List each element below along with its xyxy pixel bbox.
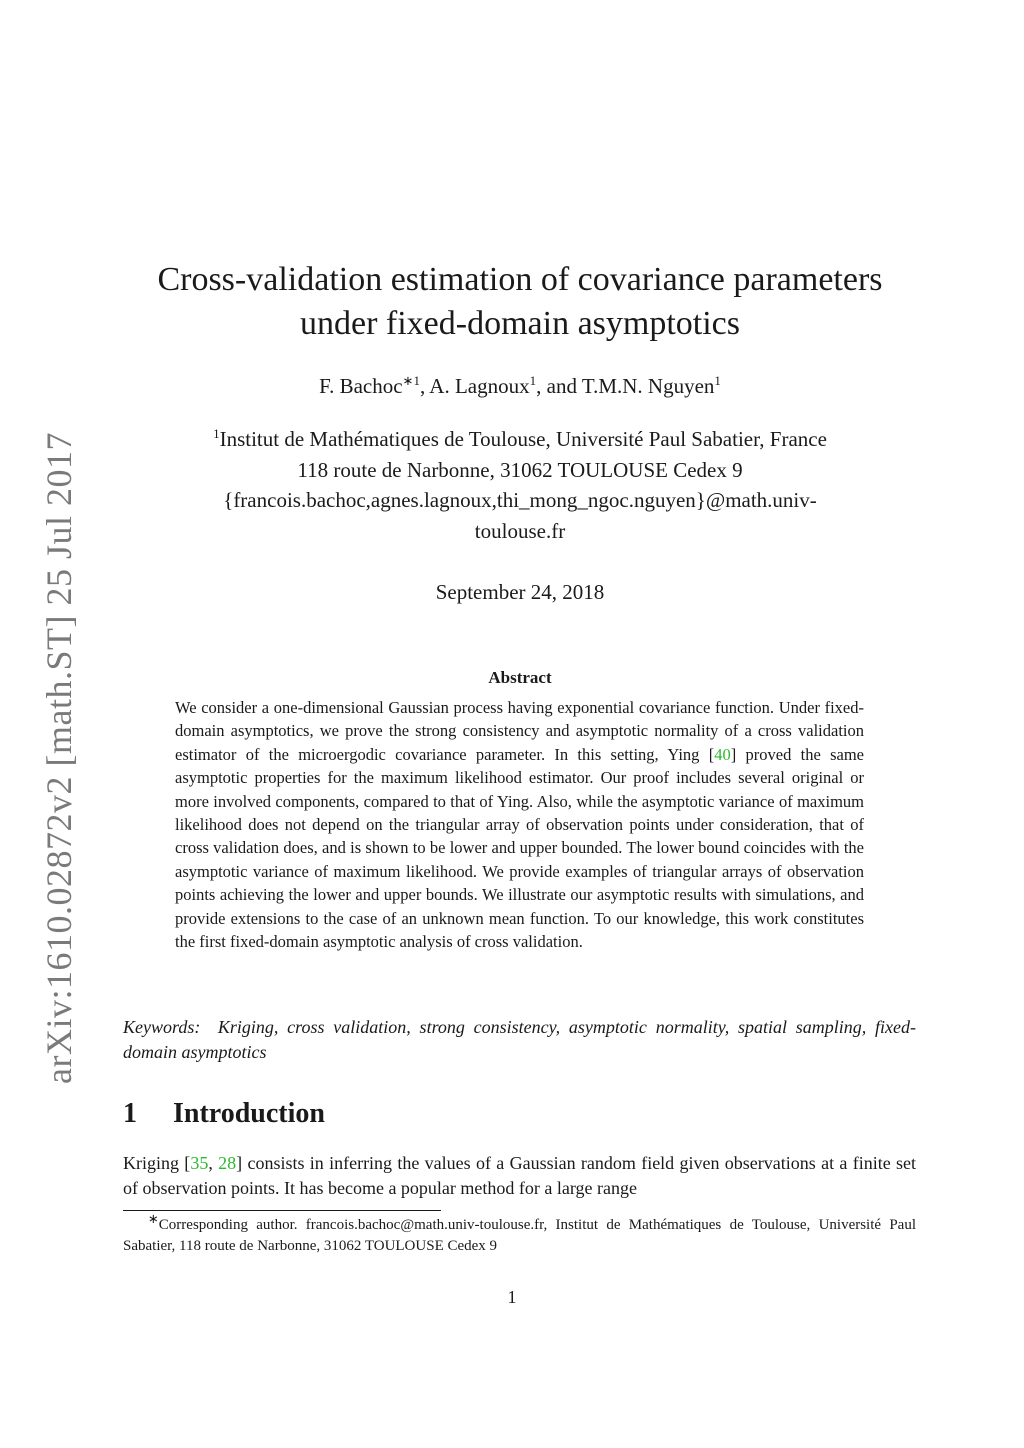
abstract-text-part-2: ] proved the same asymptotic properties for the maximum likelihood estimator. Our proof includes several original or more involved components, compared to that of Ying. Also, while the asymptotic variance of maximum likelihood does not depend on the triangular array of observation points under consideration, that of cross validation does, and is shown to be lower and upper bounded. The lower bound coincides with the asymptotic variance of maximum likelihood. We provide examples of triangular arrays of observation points achieving the lower and upper bounds. We illustrate our asymptotic results with simulations, and provide extensions to the case of an unknown mean function. To our knowledge, this work constitutes the first fixed-domain asymptotic analysis of cross validation. xyxy=(175,744,864,952)
affiliation-block xyxy=(120,424,920,546)
citation-link-28[interactable]: 28 xyxy=(218,1153,237,1173)
affiliation-institute: Institut de Mathématiques de Toulouse, Université Paul Sabatier, France xyxy=(219,427,827,451)
abstract-heading: Abstract xyxy=(488,668,552,687)
author-separator: , xyxy=(419,374,430,398)
author-separator-and: , and xyxy=(536,374,582,398)
author-nguyen: T.M.N. Nguyen xyxy=(581,374,715,398)
keywords xyxy=(123,1015,916,1065)
section-number: 1 xyxy=(123,1098,137,1129)
footnote xyxy=(123,1211,917,1257)
keywords-list: Kriging, cross validation, strong consistency, asymptotic normality, spatial sampling, fixed-domain asymptotics xyxy=(123,1017,917,1062)
author-nguyen-mark: 1 xyxy=(714,373,721,388)
affiliation-line-2: 118 route de Narbonne, 31062 TOULOUSE Cedex 9 xyxy=(297,457,743,482)
author-bachoc-mark: ∗1 xyxy=(402,373,420,388)
footnote-text: Corresponding author. francois.bachoc@math.univ-toulouse.fr, Institut de Mathématiques de Toulouse, Université Paul Sabatier, 118 route de Narbonne, 31062 TOULOUSE Cedex 9 xyxy=(123,1217,917,1254)
abstract-text-part-1: We consider a one-dimensional Gaussian process having exponential covariance function. Under fixed-domain asymptotics, we prove the strong consistency and asymptotic normality of a cross validation estimator of the microergodic covariance parameter. In this setting, Ying [ xyxy=(175,698,864,764)
abstract-text xyxy=(175,696,864,953)
footnote-mark: ∗ xyxy=(147,1211,159,1226)
introduction-paragraph xyxy=(123,1151,916,1201)
intro-text-part-2: ] consists in inferring the values of a Gaussian random field given observations at a finite set of observation points. It has become a popular method for a large range xyxy=(123,1153,917,1198)
author-list xyxy=(120,372,920,400)
section-heading-introduction xyxy=(123,1098,325,1130)
footnote-divider xyxy=(123,1210,441,1211)
title-line-2: under fixed-domain asymptotics xyxy=(299,305,740,342)
affiliation-emails-domain: toulouse.fr xyxy=(474,518,566,543)
citation-link-35[interactable]: 35 xyxy=(190,1153,209,1173)
author-lagnoux: A. Lagnoux xyxy=(429,374,530,398)
affiliation-line-1 xyxy=(120,424,920,455)
author-bachoc: F. Bachoc xyxy=(319,374,403,398)
section-title: Introduction xyxy=(173,1098,325,1129)
citation-separator: , xyxy=(208,1153,219,1173)
paper-date: September 24, 2018 xyxy=(435,580,605,604)
arxiv-identifier: arXiv:1610.02872v2 [math.ST] 25 Jul 2017 xyxy=(39,432,79,1084)
intro-text-part-1: Kriging [ xyxy=(123,1153,191,1173)
title-line-1: Cross-validation estimation of covariance parameters xyxy=(157,261,883,298)
author-lagnoux-mark: 1 xyxy=(529,373,537,388)
paper-title xyxy=(120,258,920,346)
affiliation-mark: 1 xyxy=(213,426,220,441)
citation-link-40[interactable]: 40 xyxy=(714,744,731,764)
affiliation-emails: {francois.bachoc,agnes.lagnoux,thi_mong_ngoc.nguyen}@math.univ- xyxy=(223,488,817,512)
keywords-label: Keywords: xyxy=(123,1017,201,1037)
page-number: 1 xyxy=(507,1287,517,1307)
